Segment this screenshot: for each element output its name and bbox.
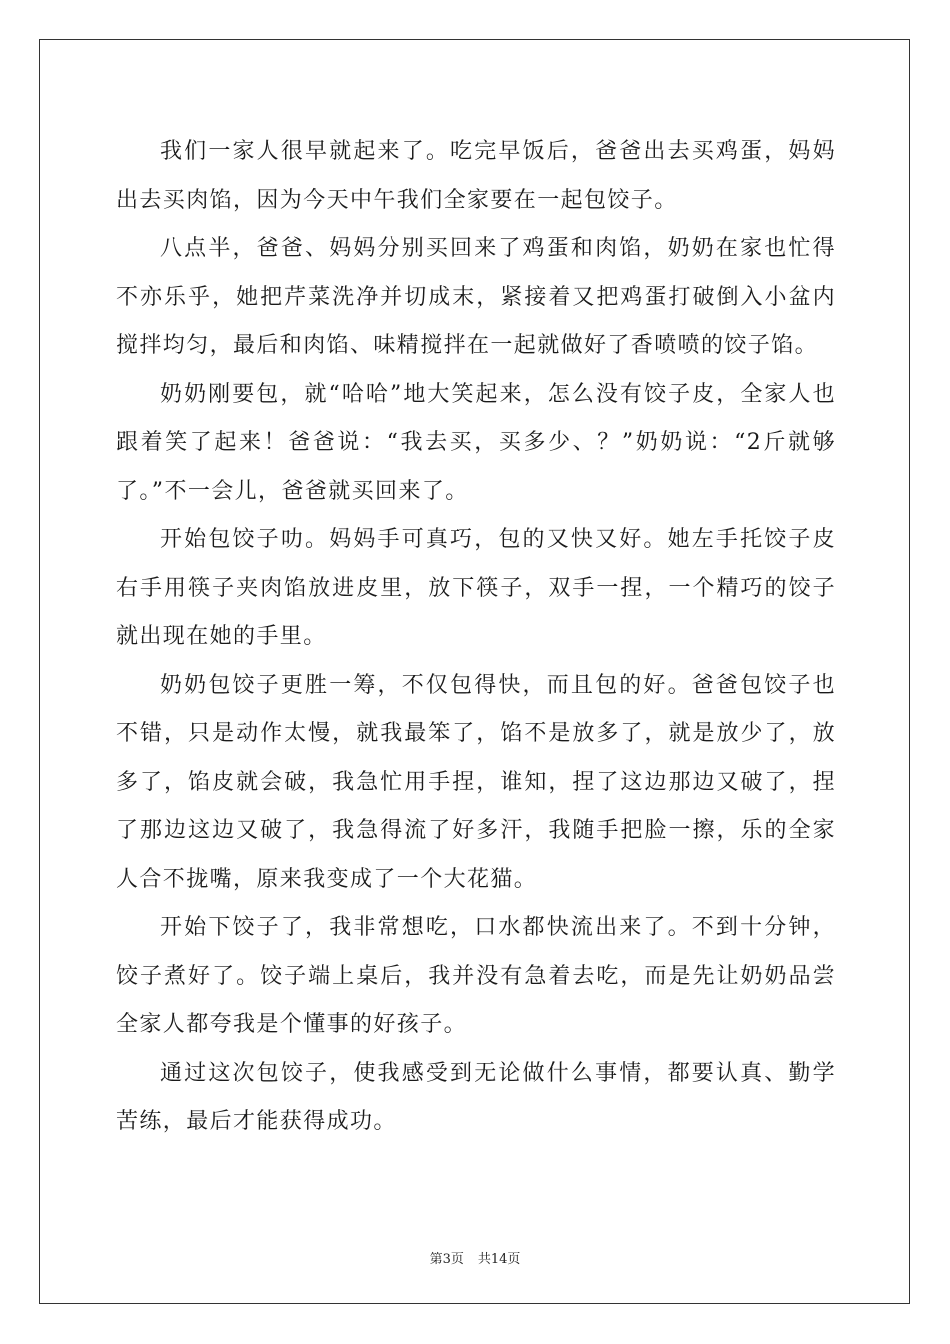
paragraph: 奶奶刚要包，就“哈哈”地大笑起来，怎么没有饺子皮，全家人也跟着笑了起来！爸爸说：“我去买，买多少、？”奶奶说：“2斤就够了。”不一会儿，爸爸就买回来了。	[116, 381, 836, 504]
paragraph: 奶奶包饺子更胜一筹，不仅包得快，而且包的好。爸爸包饺子也不错，只是动作太慢，就我最笨了，馅不是放多了，就是放少了，放多了，馅皮就会破，我急忙用手捏，谁知，捏了这边那边又破了，捏了那边这边又破了，我急得流了好多汗，我随手把脸一擦，乐的全家人合不拢嘴，原来我变成了一个大花猫。	[116, 672, 836, 892]
paragraph: 我们一家人很早就起来了。吃完早饭后，爸爸出去买鸡蛋，妈妈出去买肉馅，因为今天中午我们全家要在一起包饺子。	[116, 139, 836, 213]
paragraph: 通过这次包饺子，使我感受到无论做什么事情，都要认真、勤学苦练，最后才能获得成功。	[116, 1060, 836, 1134]
paragraph: 八点半，爸爸、妈妈分别买回来了鸡蛋和肉馅，奶奶在家也忙得不亦乐乎，她把芹菜洗净并切成末，紧接着又把鸡蛋打破倒入小盆内搅拌均匀，最后和肉馅、味精搅拌在一起就做好了香喷喷的饺子馅。	[116, 236, 836, 358]
page-footer	[0, 1248, 950, 1267]
document-body	[116, 128, 836, 1147]
page-number: 第3页	[429, 1252, 464, 1267]
page-total: 共14页	[477, 1252, 521, 1267]
paragraph: 开始包饺子叻。妈妈手可真巧，包的又快又好。她左手托饺子皮右手用筷子夹肉馅放进皮里，放下筷子，双手一捏，一个精巧的饺子就出现在她的手里。	[116, 527, 836, 649]
paragraph: 开始下饺子了，我非常想吃，口水都快流出来了。不到十分钟，饺子煮好了。饺子端上桌后，我并没有急着去吃，而是先让奶奶品尝全家人都夸我是个懂事的好孩子。	[116, 915, 836, 1037]
